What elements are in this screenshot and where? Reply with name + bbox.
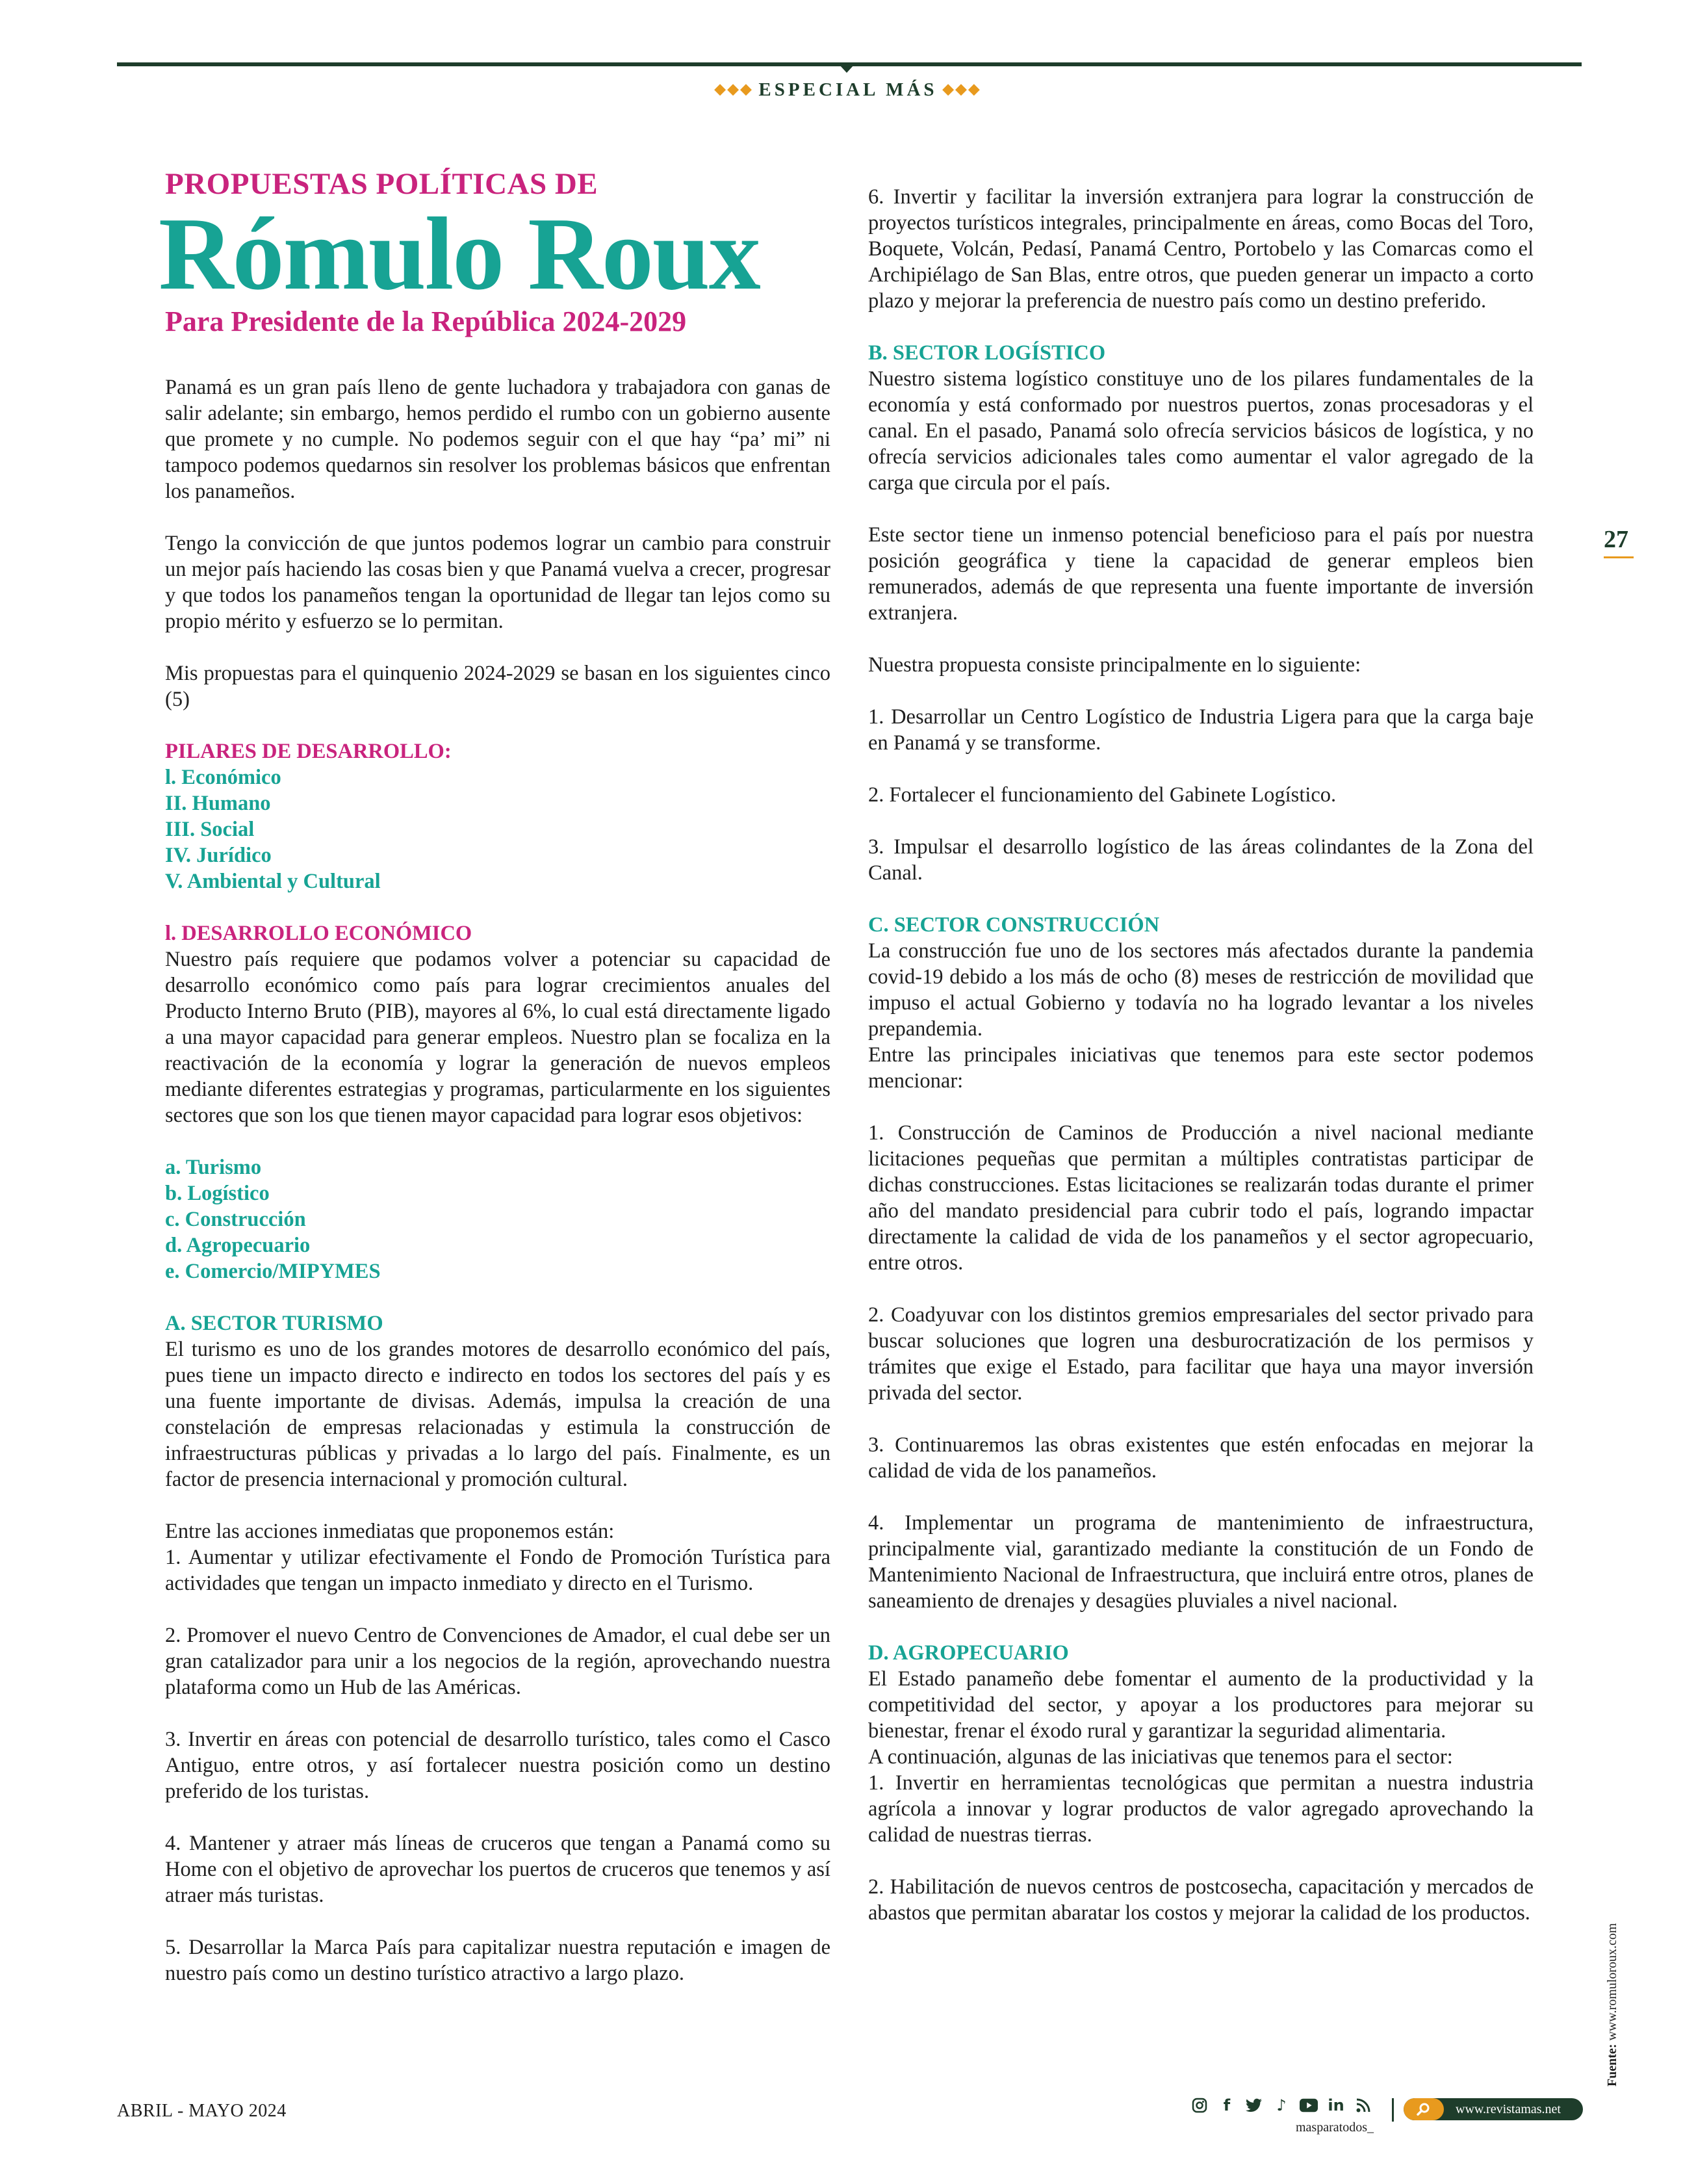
list-item: II. Humano — [165, 792, 271, 815]
social-handle: masparatodos_ — [1296, 2120, 1374, 2135]
header-notch — [840, 65, 854, 73]
construccion-item: 4. Implementar un programa de mantenimiento de infraestructura, principalmente vial, garantizado mediante la constitución de un Fondo de Mantenimiento Nacional de Infraestructura, que incluirá entre otros, planes de saneamiento de drenajes y desagües pluviales a nivel nacional. — [868, 1511, 1534, 1613]
source-label: Fuente: — [1605, 2044, 1619, 2086]
accion-item: 3. Invertir en áreas con potencial de desarrollo turístico, tales como el Casco Antiguo, entre otros, y así fortalecer nuestra posición como un destino preferido de los turistas. — [165, 1728, 830, 1803]
title-name: Rómulo Roux — [159, 196, 760, 311]
list-item: III. Social — [165, 818, 255, 841]
footer-separator — [1392, 2098, 1394, 2122]
website-link[interactable] — [1404, 2098, 1583, 2120]
list-item: b. Logístico — [165, 1182, 270, 1205]
tiktok-icon[interactable]: ♪ — [1276, 2096, 1287, 2114]
title-kicker: PROPUESTAS POLÍTICAS DE — [165, 167, 598, 201]
list-item: IV. Jurídico — [165, 844, 272, 867]
rss-icon[interactable] — [1354, 2096, 1372, 2114]
logistico-paragraph: Este sector tiene un inmenso potencial beneficioso para el país por nuestra posición geográfica y tiene la capacidad de generar empleos bien remunerados, además de que representa una fuente importante de inversión extranjera. — [868, 523, 1534, 625]
construccion-item: 3. Continuaremos las obras existentes que estén enfocadas en mejorar la calidad de vida de los panameños. — [868, 1433, 1534, 1483]
intro-paragraph: Mis propuestas para el quinquenio 2024-2029 se basan en los siguientes cinco (5) — [165, 662, 830, 711]
pilares-heading: PILARES DE DESARROLLO: — [165, 740, 452, 763]
youtube-icon[interactable] — [1300, 2096, 1318, 2114]
logistico-item: 3. Impulsar el desarrollo logístico de las áreas colindantes de la Zona del Canal. — [868, 835, 1534, 885]
page-number-underline — [1604, 556, 1634, 558]
econ-paragraph: Nuestro país requiere que podamos volver a potenciar su capacidad de desarrollo económico como país para lograr crecimientos anuales del Producto Interno Bruto (PIB), mayores al 6%, lo cual está directamente ligado a una mayor capacidad para generar empleos. Nuestro plan se focaliza en la reactivación de la economía y lograr la generación de nuevos empleos mediante diferentes estrategias y programas, particularmente en los siguientes sectores que son los que tienen mayor capacidad para lograr esos objetivos: — [165, 948, 830, 1127]
accion-item: 2. Promover el nuevo Centro de Convenciones de Amador, el cual debe ser un gran catalizador para unir a los negocios de la región, aprovechando nuestra plataforma como un Hub de las Américas. — [165, 1624, 830, 1699]
twitter-icon[interactable] — [1245, 2096, 1263, 2114]
list-item: a. Turismo — [165, 1156, 262, 1179]
agro-paragraph: A continuación, algunas de las iniciativas que tenemos para el sector: — [868, 1745, 1453, 1769]
acciones-intro: Entre las acciones inmediatas que proponemos están: — [165, 1520, 615, 1543]
agro-paragraph: El Estado panameño debe fomentar el aumento de la productividad y la competitividad del sector, y apoyar a los productores para mejorar su bienestar, frenar el éxodo rural y garantizar la seguridad alimentaria. — [868, 1667, 1534, 1743]
sectores-list — [165, 1154, 830, 1284]
search-icon — [1404, 2098, 1444, 2120]
website-url: www.revistamas.net — [1456, 2101, 1561, 2116]
turismo-paragraph: El turismo es uno de los grandes motores de desarrollo económico del país, pues tiene un impacto directo e indirecto en todos los sectores del país y es una fuente importante de divisas. Además, impulsa la creación de una constelación de empresas relacionadas y estimula la construcción de infraestructuras públicas y privadas a lo largo del país. Finalmente, es un factor de presencia internacional y promoción cultural. — [165, 1338, 830, 1491]
logistico-item: 1. Desarrollar un Centro Logístico de Industria Ligera para que la carga baje en Panamá y se transforme. — [868, 705, 1534, 755]
logistico-paragraph: Nuestra propuesta consiste principalmente en lo siguiente: — [868, 653, 1361, 677]
accion-item: 5. Desarrollar la Marca País para capitalizar nuestra reputación e imagen de nuestro país como un destino turístico atractivo a largo plazo. — [165, 1936, 830, 1985]
logistico-heading: B. SECTOR LOGÍSTICO — [868, 341, 1106, 365]
list-item: l. Económico — [165, 766, 281, 789]
footer-date: ABRIL - MAYO 2024 — [117, 2101, 287, 2121]
list-item: e. Comercio/MIPYMES — [165, 1260, 381, 1283]
construccion-item: 1. Construcción de Caminos de Producción a nivel nacional mediante licitaciones pequeñas que permitan a múltiples contratistas participar de dichas construcciones. Estas licitaciones se realizarán todas durante el primer año del mandato presidencial para cubrir todo el país, logrando impactar directamente la calidad de vida de los panameños y el sector agropecuario, entre otros. — [868, 1121, 1534, 1275]
list-item: c. Construcción — [165, 1208, 306, 1231]
section-label: ◆◆◆ ESPECIAL MÁS ◆◆◆ — [714, 79, 982, 100]
list-item: d. Agropecuario — [165, 1234, 311, 1257]
instagram-icon[interactable] — [1190, 2096, 1209, 2114]
logistico-item: 2. Fortalecer el funcionamiento del Gabinete Logístico. — [868, 783, 1337, 807]
title-subtitle: Para Presidente de la República 2024-2029 — [165, 306, 687, 337]
linkedin-icon[interactable]: in — [1328, 2096, 1344, 2114]
construccion-paragraph: Entre las principales iniciativas que tenemos para este sector podemos mencionar: — [868, 1043, 1534, 1093]
page-number: 27 — [1604, 526, 1628, 553]
logistico-paragraph: Nuestro sistema logístico constituye uno de los pilares fundamentales de la economía y está conformado por nuestros puertos, zonas procesadoras y el canal. En el pasado, Panamá solo ofrecía servicios básicos de logística, y no ofrecía servicios adicionales tales como aumentar el valor agregado de la carga que circula por el país. — [868, 367, 1534, 495]
source-url: www.romuloroux.com — [1605, 1923, 1619, 2041]
turismo-heading: A. SECTOR TURISMO — [165, 1312, 383, 1335]
agro-heading: D. AGROPECUARIO — [868, 1641, 1069, 1665]
intro-paragraph: Panamá es un gran país lleno de gente luchadora y trabajadora con ganas de salir adelante; sin embargo, hemos perdido el rumbo con un gobierno ausente que promete y no cumple. No podemos seguir con el que hay “pa’ mi” ni tampoco podemos quedarnos sin resolver los problemas básicos que enfrentan los panameños. — [165, 376, 830, 503]
agro-item: 2. Habilitación de nuevos centros de postcosecha, capacitación y mercados de abastos que permitan abaratar los costos y mejorar la calidad de los productos. — [868, 1875, 1534, 1925]
list-item: V. Ambiental y Cultural — [165, 870, 381, 893]
social-links — [1190, 2096, 1372, 2114]
pilares-list — [165, 764, 830, 894]
intro-paragraph: Tengo la convicción de que juntos podemos lograr un cambio para construir un mejor país haciendo las cosas bien y que Panamá vuelva a crecer, progresar y que todos los panameños tengan la oportunidad de llegar tan lejos como su propio mérito y esfuerzo se lo permitan. — [165, 532, 830, 633]
construccion-paragraph: La construcción fue uno de los sectores más afectados durante la pandemia covid-19 debido a los más de ocho (8) meses de restricción de movilidad que impuso el actual Gobierno y todavía no ha logrado levantar a los niveles prepandemia. — [868, 939, 1534, 1041]
accion-item: 4. Mantener y atraer más líneas de cruceros que tengan a Panamá como su Home con el objetivo de aprovechar los puertos de cruceros que tenemos y así atraer más turistas. — [165, 1832, 830, 1907]
left-column — [159, 159, 830, 2012]
construccion-heading: C. SECTOR CONSTRUCCIÓN — [868, 913, 1160, 937]
right-column — [868, 184, 1534, 1952]
accion-item: 1. Aumentar y utilizar efectivamente el Fondo de Promoción Turística para actividades que tengan un impacto inmediato y directo en el Turismo. — [165, 1546, 830, 1595]
construccion-item: 2. Coadyuvar con los distintos gremios empresariales del sector privado para buscar soluciones que logren una desburocratización de los permisos y trámites que exige el Estado, para facilitar que haya una mayor inversión privada del sector. — [868, 1303, 1534, 1405]
diamond-dots-icon: ◆◆◆ — [942, 81, 982, 97]
facebook-icon[interactable]: f — [1223, 2096, 1231, 2114]
diamond-dots-icon: ◆◆◆ — [714, 81, 754, 97]
agro-item: 1. Invertir en herramientas tecnológicas que permitan a nuestra industria agrícola a innovar y lograr productos de valor agregado aprovechando la calidad de nuestras tierras. — [868, 1771, 1534, 1847]
turismo-item: 6. Invertir y facilitar la inversión extranjera para lograr la construcción de proyectos turísticos integrales, principalmente en áreas, como Bocas del Toro, Boquete, Volcán, Pedasí, Panamá Centro, Portobelo y las Comarcas como el Archipiélago de San Blas, entre otros, que pueden generar un impacto a corto plazo y mejorar la preferencia de nuestro país como un destino preferido. — [868, 185, 1534, 313]
source-credit — [1605, 1923, 1620, 2086]
econ-heading: l. DESARROLLO ECONÓMICO — [165, 922, 472, 945]
